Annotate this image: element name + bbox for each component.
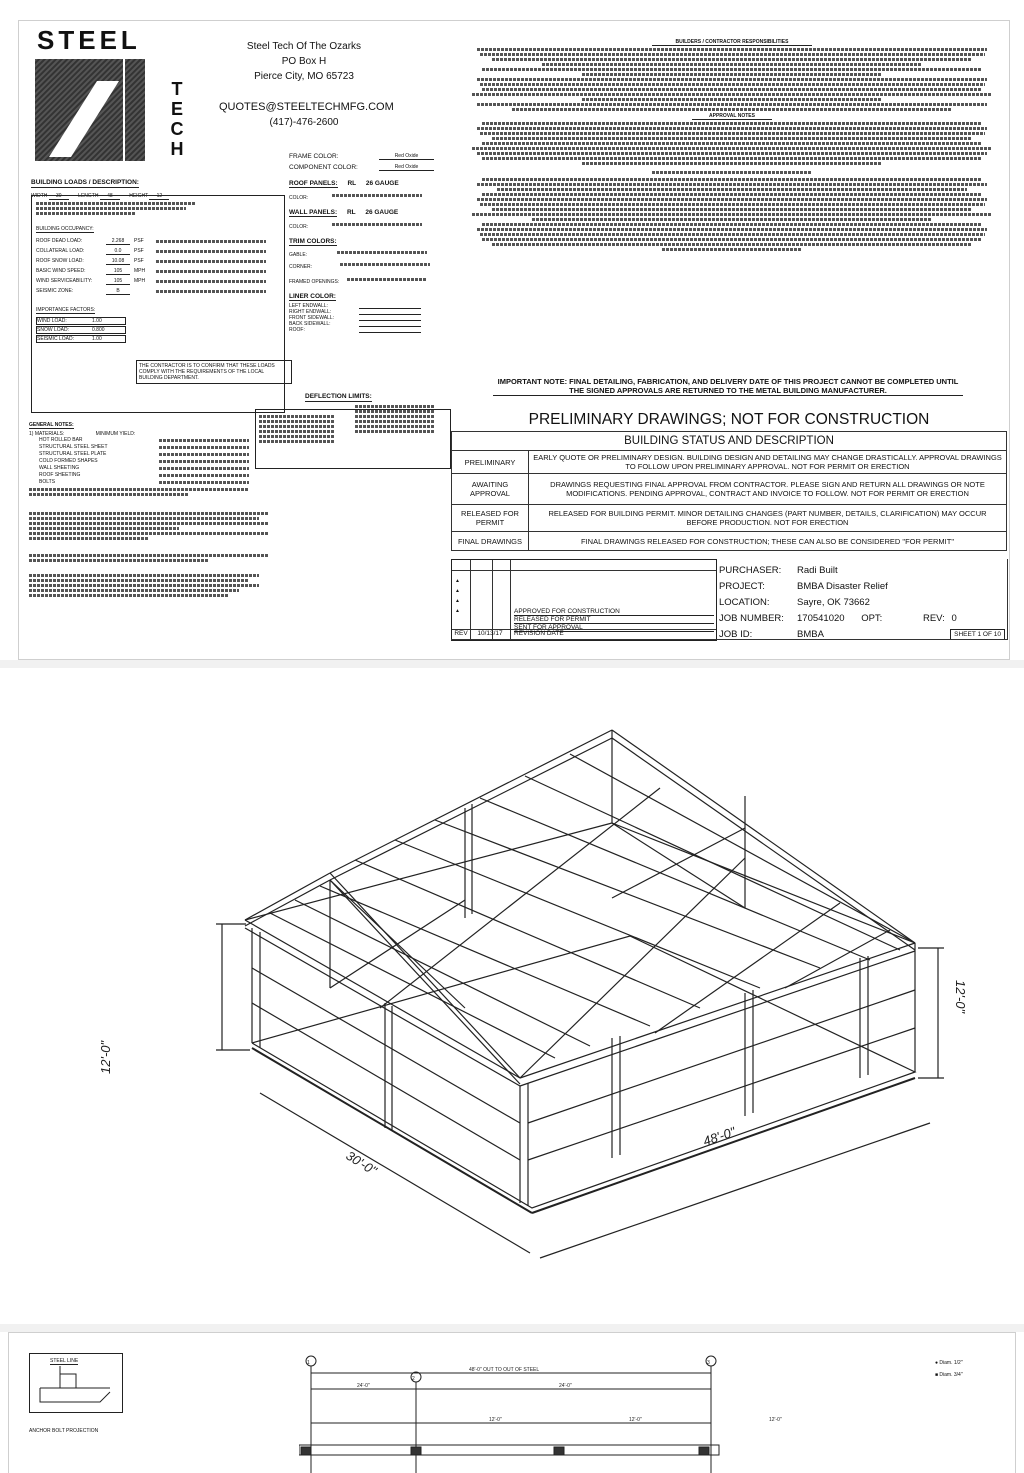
material-row [39,472,289,479]
liner-item-label: RIGHT ENDWALL: [289,309,332,315]
page-gap [0,660,1024,668]
load-row [36,238,280,245]
trim-colors-label: TRIM COLORS: [289,238,337,245]
load-value: 105 [106,268,130,275]
overall-dim: 48'-0" OUT TO OUT OF STEEL [469,1367,540,1373]
load-label: BASIC WIND SPEED: [36,268,86,274]
anchor-bolt-detail [29,1353,123,1413]
height-value: 12 [149,193,169,200]
status-row [452,532,1007,551]
importance-value: 1.00 [92,318,102,324]
purchaser-label: PURCHASER: [719,565,782,576]
general-notes [29,413,289,599]
company-phone: (417)-476-2600 [269,117,339,128]
building-loads-title: BUILDING LOADS / DESCRIPTION: [31,179,139,186]
importance-row [36,326,126,334]
load-value: 10.08 [106,258,130,265]
liner-item-label: BACK SIDEWALL: [289,321,331,327]
dim-height-left: 12'-0" [98,1040,113,1074]
rev-header: REVISION DATE [514,630,564,637]
grid-label: 1 [307,1360,310,1366]
component-color-value: Red Oxide [379,164,434,171]
status-label: RELEASED FOR PERMIT [452,505,529,532]
legend-item: Diam. 3/4" [939,1372,963,1378]
material-label: HOT ROLLED BAR [39,437,83,443]
importance-value: 1.00 [92,336,102,342]
anchor-bolt-label: ANCHOR BOLT PROJECTION [29,1428,99,1434]
elevation-sheet [8,1332,1016,1473]
job-id-value: BMBA [797,629,824,640]
deflection-title: DEFLECTION LIMITS: [305,393,372,400]
load-label: SEISMIC ZONE: [36,288,74,294]
load-unit: MPH [134,278,146,284]
general-notes-title: GENERAL NOTES: [29,422,74,428]
location-label: LOCATION: [719,597,770,608]
approval-notes-title: APPROVAL NOTES [692,113,772,120]
liner-item-label: FRONT SIDEWALL: [289,315,335,321]
load-value: B [106,288,130,295]
building-loads [31,171,283,411]
material-label: ROOF SHEETING [39,472,81,478]
builders-resp-title: BUILDERS / CONTRACTOR RESPONSIBILITIES [652,39,812,46]
isometric-building-drawing [0,668,1022,1324]
load-value: 0.0 [106,248,130,255]
corner-label: CORNER: [289,264,313,270]
material-label: COLD FORMED SHAPES [39,458,98,464]
importance-row [36,335,126,343]
wall-panels-gauge: 26 GAUGE [365,209,399,216]
bolt-legend [935,1357,963,1381]
liner-item-label: ROOF: [289,327,305,333]
status-row [452,505,1007,532]
material-label: WALL SHEETING [39,465,80,471]
length-label: LENGTH [78,193,99,199]
load-value: 105 [106,278,130,285]
square-bullet-icon: ■ [935,1372,939,1378]
project-value: BMBA Disaster Relief [797,581,888,592]
load-label: WIND SERVICEABILITY: [36,278,93,284]
wall-panels-label: WALL PANELS: [289,209,338,216]
importance-label: SEISMIC LOAD: [37,336,74,342]
status-label: PRELIMINARY [452,451,529,474]
material-row [39,479,289,486]
gable-label: GABLE: [289,252,308,258]
purchaser-value: Radi Built [797,565,838,576]
frame-color-label: FRAME COLOR: [289,153,339,160]
load-row [36,288,280,295]
logo-mark-icon [35,59,147,161]
status-desc: RELEASED FOR BUILDING PERMIT. MINOR DETAILING CHANGES (PART NUMBER, DETAILS, CLARIFICATION) MAY OCCUR BEFORE PRODUCTION. NOT FOR ERECTION [529,505,1007,532]
revision-item: RELEASED FOR PERMIT [514,616,714,624]
job-id-label: JOB ID: [719,629,753,640]
logo-side-text: TECH [167,79,187,159]
important-note: IMPORTANT NOTE: FINAL DETAILING, FABRICATION, AND DELIVERY DATE OF THIS PROJECT CANNOT BE COMPLETED UNTIL THE SIGNED APPROVALS ARE RETURNED TO THE METAL BUILDING MANUFACTURER. [493,377,963,396]
rev-label: REV: [922,613,945,624]
company-name: Steel Tech Of The Ozarks [246,41,362,52]
status-desc: FINAL DRAWINGS RELEASED FOR CONSTRUCTION; THESE CAN ALSO BE CONSIDERED "FOR PERMIT" [529,532,1007,551]
component-color-label: COMPONENT COLOR: [289,164,358,171]
dense-notes [467,48,997,251]
material-row [39,437,289,444]
bay-dim: 12'-0" [769,1417,782,1423]
project-label: PROJECT: [719,581,765,592]
loads-rows [36,238,280,295]
material-label: BOLTS [39,479,56,485]
material-row [39,444,289,451]
load-row [36,268,280,275]
job-number-value: 170541020 [797,613,845,624]
importance-rows [36,317,126,343]
anchor-bolt-icon [30,1354,122,1412]
sheet-number: SHEET 1 OF 10 [950,629,1005,640]
material-row [39,465,289,472]
occupancy-label: BUILDING OCCUPANCY: [36,226,94,232]
page-gap [0,1324,1024,1332]
load-label: ROOF DEAD LOAD: [36,238,83,244]
material-row [39,451,289,458]
opt-label: OPT: [861,613,883,624]
dim-height-right: 12'-0" [953,980,968,1014]
roof-panels-type: RL [347,180,357,187]
grid-label: 3 [707,1360,710,1366]
status-desc: DRAWINGS REQUESTING FINAL APPROVAL FROM CONTRACTOR. PLEASE SIGN AND RETURN ALL DRAWINGS OR NOTE MODIFICATIONS. PENDING APPROVAL, CONTRACT AND INVOICE TO FOLLOW. NOT FOR PERMIT OR ERECTION [529,474,1007,505]
load-value: 2.268 [106,238,130,245]
importance-label: WIND LOAD: [37,318,67,324]
colors-block [289,153,439,333]
dim-length: 48'-0" [701,1123,738,1149]
liner-item [289,327,439,333]
cover-sheet [18,20,1010,660]
circle-bullet-icon: ● [935,1360,939,1366]
wall-color-label: COLOR: [289,224,309,230]
load-unit: PSF [134,248,144,254]
location-value: Sayre, OK 73662 [797,597,870,608]
materials-label: 1) MATERIALS: [29,431,65,437]
rev-value: 0 [951,613,957,624]
load-label: COLLATERAL LOAD: [36,248,85,254]
rev-col-label: REV [454,630,468,637]
load-unit: PSF [134,238,144,244]
load-unit [134,288,150,295]
legend-item: Diam. 1/2" [939,1360,963,1366]
steel-line-label: STEEL LINE [50,1358,79,1364]
isometric-sheet [0,668,1022,1324]
dim-width: 30'-0" [343,1147,380,1179]
load-row [36,258,280,265]
length-value: 48 [100,193,120,200]
contractor-responsibilities [467,39,997,253]
liner-color-label: LINER COLOR: [289,293,336,300]
load-row [36,278,280,285]
grid-label: 2 [412,1376,415,1382]
frame-color-value: Red Oxide [379,153,434,160]
material-row [39,458,289,465]
rev-date: 10/13/17 [477,630,503,637]
importance-label: SNOW LOAD: [37,327,69,333]
status-desc: EARLY QUOTE OR PRELIMINARY DESIGN. BUILDING DESIGN AND DETAILING MAY CHANGE DRASTICALLY. APPROVAL DRAWINGS TO FOLLOW UPON PRELIMINARY APPROVAL. NOT FOR PERMIT OR ERECTION [529,451,1007,474]
material-label: STRUCTURAL STEEL SHEET [39,444,108,450]
company-address [219,39,394,130]
status-row [452,451,1007,474]
status-table [451,431,1007,551]
roof-color-label: COLOR: [289,195,309,201]
load-unit: PSF [134,258,144,264]
liner-item-label: LEFT ENDWALL: [289,303,328,309]
importance-label: IMPORTANCE FACTORS: [36,307,96,313]
job-number-label: JOB NUMBER: [719,613,784,624]
framed-openings-label: FRAMED OPENINGS: [289,279,340,285]
logo [35,25,195,175]
logo-top-text: STEEL [37,25,141,55]
material-label: STRUCTURAL STEEL PLATE [39,451,107,457]
load-unit: MPH [134,268,146,274]
wall-panels-type: RL [346,209,356,216]
status-label: AWAITING APPROVAL [452,474,529,505]
roof-panels-label: ROOF PANELS: [289,180,338,187]
contractor-note: THE CONTRACTOR IS TO CONFIRM THAT THESE LOADS COMPLY WITH THE REQUIREMENTS OF THE LOCAL BUILDING DEPARTMENT. [136,360,292,384]
liner-list [289,303,439,333]
min-yield-label: MINIMUM YIELD: [95,431,136,437]
roof-panels-gauge: 26 GAUGE [365,180,399,187]
revision-triangles: ▲ ▲ ▲ ▲ [455,578,460,614]
revision-item: APPROVED FOR CONSTRUCTION [514,608,714,616]
bay-dim: 12'-0" [489,1417,502,1423]
width-label: WIDTH [31,193,48,199]
importance-row [36,317,126,325]
company-address-line2: Pierce City, MO 65723 [254,71,354,82]
bay-dim: 12'-0" [629,1417,642,1423]
half-dim-left: 24'-0" [357,1383,370,1389]
importance-value: 0.800 [92,327,105,333]
load-row [36,248,280,255]
half-dim-right: 24'-0" [559,1383,572,1389]
load-label: ROOF SNOW LOAD: [36,258,84,264]
company-email: QUOTES@STEELTECHMFG.COM [219,101,394,113]
width-value: 30 [49,193,69,200]
company-address-line1: PO Box H [281,56,327,67]
status-label: FINAL DRAWINGS [452,532,529,551]
general-notes-items [39,437,289,486]
height-label: HEIGHT [129,193,149,199]
preliminary-title: PRELIMINARY DRAWINGS; NOT FOR CONSTRUCTION [528,411,930,428]
elevation-dimension-strip [299,1333,999,1473]
status-title: BUILDING STATUS AND DESCRIPTION [452,432,1007,451]
status-row [452,474,1007,505]
revision-item: SENT FOR APPROVAL [514,624,714,632]
